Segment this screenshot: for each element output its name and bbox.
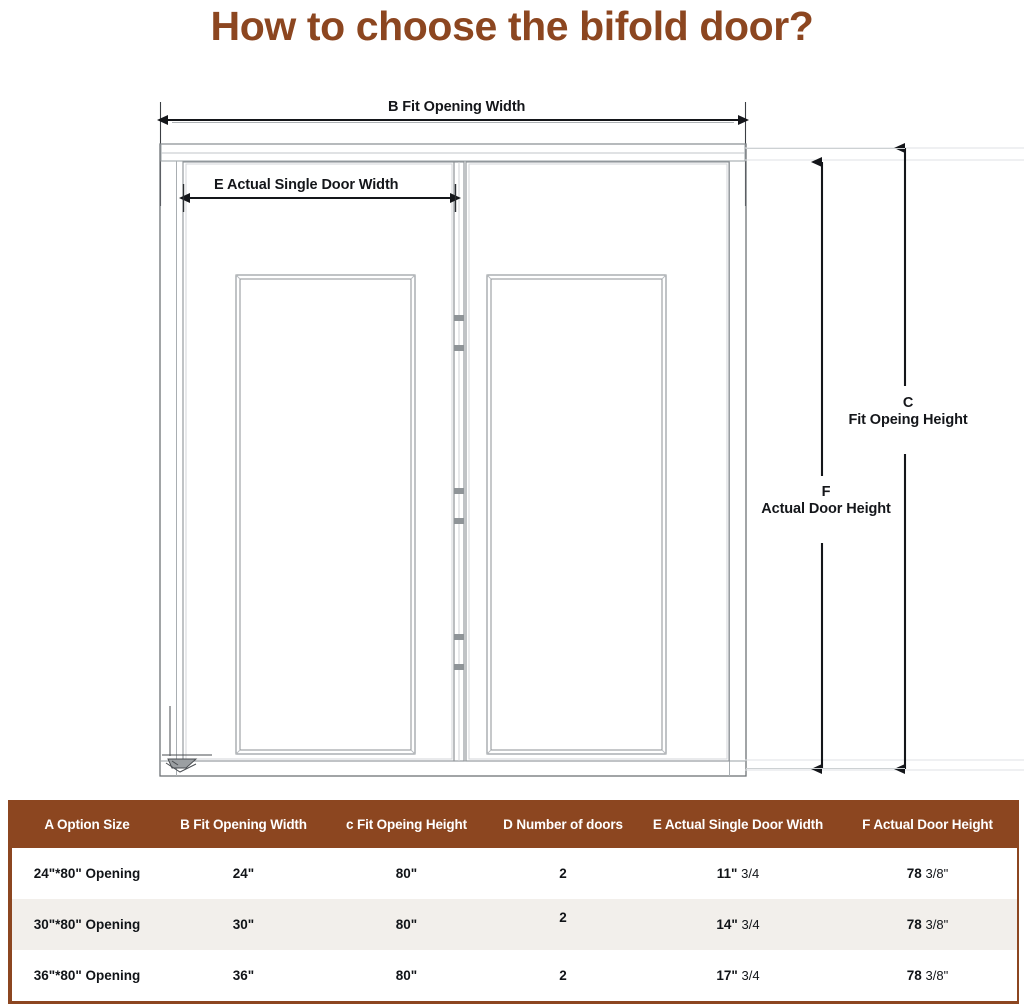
value-whole: 78 xyxy=(906,866,922,881)
value-whole: 17" xyxy=(716,968,738,983)
col-header-fit-opening-width: B Fit Opening Width xyxy=(180,816,307,832)
cell-number-of-doors: 2 xyxy=(559,866,567,881)
cell-number-of-doors: 2 xyxy=(559,968,567,983)
cell-option-size: 30"*80" Opening xyxy=(33,917,141,932)
page-title: How to choose the bifold door? xyxy=(210,3,814,49)
cell-fit-opening-height: 80" xyxy=(395,866,418,881)
dimension-label-f-text: Actual Door Height xyxy=(761,501,891,517)
value-whole: 11" xyxy=(716,866,738,881)
value-fraction: 3/4 xyxy=(741,917,760,932)
cell-fit-opening-height: 80" xyxy=(395,917,418,932)
value-number: 2 xyxy=(559,910,567,925)
dimension-c-witness xyxy=(746,149,905,769)
table-row xyxy=(10,848,1018,899)
col-header-option-size: A Option Size xyxy=(44,816,130,832)
dimension-label-f xyxy=(752,484,900,518)
cell-fit-opening-width: 24" xyxy=(232,866,255,881)
dimension-label-b: B Fit Opening Width xyxy=(388,99,526,115)
value-whole: 78 xyxy=(906,968,922,983)
value-whole: 78 xyxy=(906,917,922,932)
cell-option-size: 36"*80" Opening xyxy=(33,968,141,983)
floor-pivot-detail xyxy=(162,706,212,772)
table-header xyxy=(10,800,1018,848)
value-fraction: 3/8" xyxy=(925,917,949,932)
value-fraction: 3/8" xyxy=(925,968,949,983)
cell-fit-opening-width: 36" xyxy=(232,968,255,983)
door-diagram xyxy=(0,56,1024,792)
cell-actual-door-height xyxy=(838,950,1018,1003)
col-header-number-of-doors: D Number of doors xyxy=(503,816,623,832)
table-row xyxy=(10,899,1018,950)
col-header-fit-opening-height: c Fit Opeing Height xyxy=(346,816,467,832)
cell-fit-opening-width: 30" xyxy=(232,917,255,932)
door-leaf-left xyxy=(183,162,454,761)
cell-number-of-doors xyxy=(488,899,638,950)
col-header-actual-single-door-width: E Actual Single Door Width xyxy=(652,816,824,832)
value-fraction: 3/4 xyxy=(741,866,760,881)
door-frame xyxy=(160,144,1024,776)
table-body xyxy=(10,848,1018,1003)
value-fraction: 3/4 xyxy=(741,968,760,983)
col-header-actual-door-height: F Actual Door Height xyxy=(862,816,993,832)
dimension-label-f-letter: F xyxy=(821,484,831,500)
table-header-row xyxy=(10,800,1018,848)
value-fraction: 3/8" xyxy=(925,866,949,881)
door-hinge-stile xyxy=(454,162,464,761)
cell-actual-single-door-width xyxy=(638,950,838,1003)
dimension-label-e: E Actual Single Door Width xyxy=(214,177,399,193)
cell-actual-door-height xyxy=(838,899,1018,950)
cell-actual-single-door-width xyxy=(638,848,838,899)
table-row xyxy=(10,950,1018,1003)
cell-actual-single-door-width xyxy=(638,899,838,950)
cell-fit-opening-height: 80" xyxy=(395,968,418,983)
cell-option-size: 24"*80" Opening xyxy=(33,866,141,881)
cell-actual-door-height xyxy=(838,848,1018,899)
door-leaf-right xyxy=(466,162,729,761)
value-whole: 14" xyxy=(716,917,738,932)
size-spec-table xyxy=(8,800,1019,1004)
dimension-label-c-text: Fit Opeing Height xyxy=(848,412,968,428)
dimension-label-c-letter: C xyxy=(902,395,914,411)
dimension-label-c xyxy=(838,395,978,429)
